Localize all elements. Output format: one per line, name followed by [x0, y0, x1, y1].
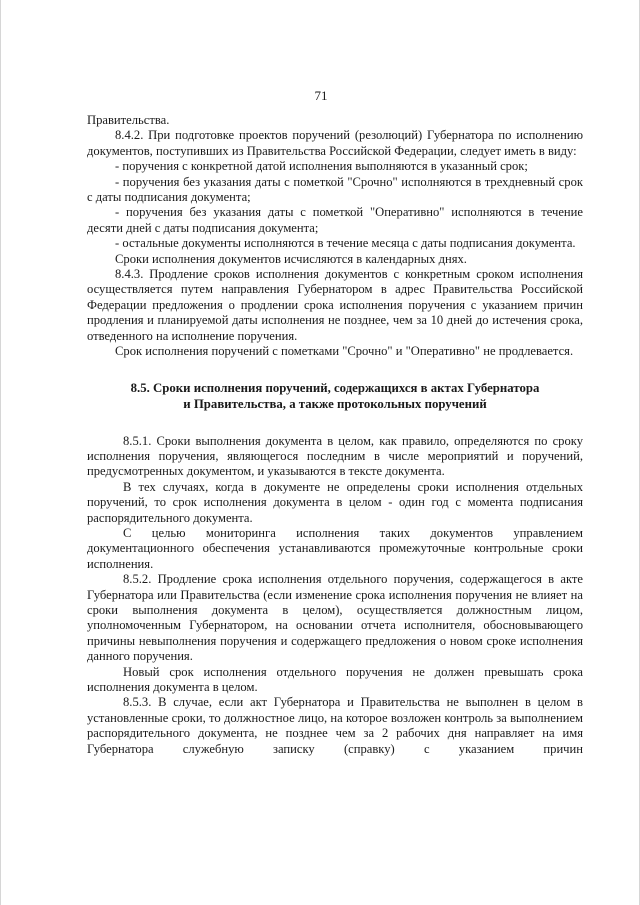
paragraph: Новый срок исполнения отдельного поручения не должен превышать срока исполнения документа в целом. — [87, 664, 583, 694]
paragraph: Сроки исполнения документов исчисляются в календарных днях. — [115, 251, 467, 266]
section-heading-8-5 — [87, 380, 583, 412]
paragraph: 8.5.1. Сроки выполнения документа в целом, как правило, определяются по сроку исполнения поручения, являющегося последним в числе мероприятий и поручений, предусмотренных документом, и указываются в тексте документа. — [87, 433, 583, 479]
section-heading-line-1: 8.5. Сроки исполнения поручений, содержащихся в актах Губернатора — [130, 380, 540, 395]
paragraph: 8.5.2. Продление срока исполнения отдельного поручения, содержащегося в акте Губернатора или Правительства (если изменение срока исполнения поручения не влияет на сроки выполнения документа в целом), осуществляется должностным лицом, уполномоченным Губернатором, на основании отчета исполнителя, обосновывающего причины невыполнения поручения и содержащего предложения о новом сроке исполнения данного поручения. — [87, 572, 583, 664]
section-heading-line-2: и Правительства, а также протокольных поручений — [183, 396, 487, 411]
paragraph: Правительства. — [87, 113, 170, 127]
paragraph: - поручения без указания даты с пометкой "Оперативно" исполняются в течение десяти дней с даты подписания документа; — [87, 205, 583, 235]
page-number: 71 — [314, 88, 328, 103]
section-8-4-text — [87, 113, 583, 360]
paragraph: В тех случаях, когда в документе не определены сроки исполнения отдельных поручений, то срок исполнения документа в целом - один год с момента подписания распорядительного документа. — [87, 479, 583, 525]
document-body — [87, 113, 583, 757]
paragraph: С целью мониторинга исполнения таких документов управлением документационного обеспечения устанавливаются промежуточные контрольные сроки исполнения. — [87, 525, 583, 571]
paragraph: 8.5.3. В случае, если акт Губернатора и Правительства не выполнен в целом в установленные сроки, то должностное лицо, на которое возложен контроль за выполнением распорядительного документа, не позднее чем за 2 рабочих дня направляет на имя Губернатора служебную записку (справку) с указанием причин — [87, 695, 583, 756]
section-8-5-text — [87, 434, 583, 758]
paragraph: - поручения с конкретной датой исполнения выполняются в указанный срок; — [115, 159, 528, 174]
paragraph: - поручения без указания даты с пометкой "Срочно" исполняются в трехдневный срок с даты подписания документа; — [87, 174, 583, 205]
paragraph: 8.4.2. При подготовке проектов поручений (резолюций) Губернатора по исполнению документов, поступивших из Правительства Российской Федерации, следует иметь в виду: — [87, 128, 583, 158]
paragraph: Срок исполнения поручений с пометками "Срочно" и "Оперативно" не продлевается. — [115, 344, 574, 359]
paragraph: 8.4.3. Продление сроков исполнения документов с конкретным сроком исполнения осуществляется путем направления Губернатором в адрес Правительства Российской Федерации предложения о продлении срока исполнения поручения с указанием причин продления и планируемой даты исполнения не позднее, чем за 10 дней до истечения срока, отведенного на исполнение поручения. — [87, 267, 583, 343]
paragraph: - остальные документы исполняются в течение месяца с даты подписания документа. — [115, 236, 576, 251]
